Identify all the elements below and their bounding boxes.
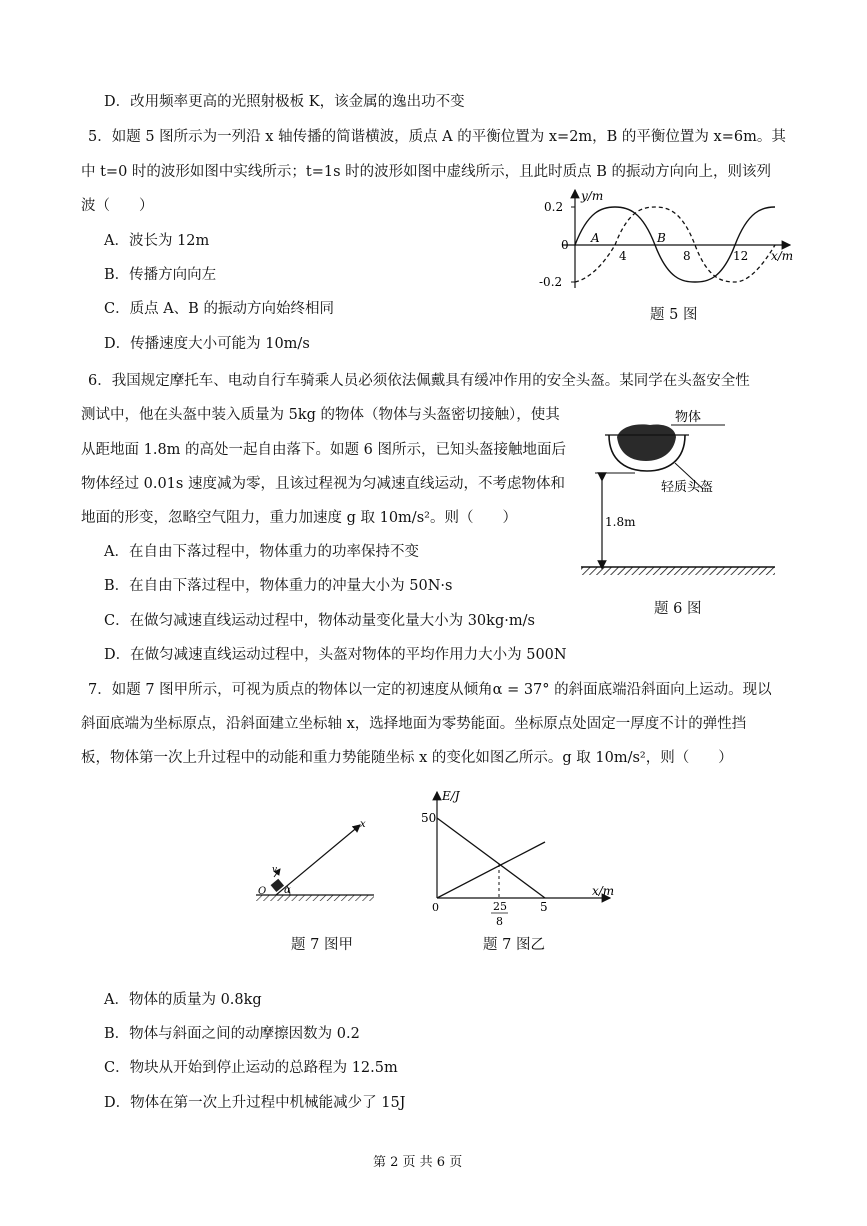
q5-option-b: B．传播方向向左 (104, 267, 217, 283)
origin-label: 0 (432, 901, 439, 914)
x-tick-5: 5 (540, 900, 548, 914)
q6-figure-caption: 题 6 图 (654, 601, 702, 617)
q7-option-b: B．物体与斜面之间的动摩擦因数为 0.2 (104, 1026, 360, 1042)
q5-figure-caption: 题 5 图 (650, 307, 698, 323)
q7-incline-figure (250, 815, 380, 910)
axis-x-label: x (360, 819, 366, 830)
kinetic-energy-line (437, 818, 545, 898)
q7-option-c: C．物块从开始到停止运动的总路程为 12.5m (104, 1060, 398, 1076)
y-tick-50: 50 (421, 811, 437, 825)
q6-option-c: C．在做匀减速直线运动过程中，物体动量变化量大小为 30kg·m/s (104, 613, 535, 629)
object-body (617, 424, 676, 461)
y-axis-label: E/J (442, 789, 460, 803)
ground-hatch (581, 567, 775, 575)
q6-helmet-figure (575, 405, 780, 585)
origin-o-label: O (258, 886, 267, 897)
frac-denominator: 8 (496, 915, 503, 928)
q6-option-d: D．在做匀减速直线运动过程中，头盔对物体的平均作用力大小为 500N (104, 647, 567, 663)
x-tick-4: 4 (619, 249, 627, 263)
point-b-label: B (657, 231, 666, 245)
q6-option-a: A．在自由下落过程中，物体重力的功率保持不变 (104, 544, 419, 560)
velocity-v-label: v (272, 865, 278, 875)
q7-stem-line-1: 7．如题 7 图甲所示，可视为质点的物体以一定的初速度从倾角α = 37° 的斜面底端沿斜面向上运动。现以 (88, 682, 772, 698)
q5-wave-figure (535, 186, 800, 296)
x-tick-8: 8 (683, 249, 691, 263)
q5-stem-line-3: 波（ ） (81, 198, 154, 214)
x-tick-12: 12 (733, 249, 749, 263)
q5-stem-line-2: 中 t=0 时的波形如图中实线所示；t=1s 时的波形如图中虚线所示，且此时质点 B 的振动方向向上，则该列 (81, 164, 772, 180)
frac-numerator: 25 (493, 900, 507, 913)
y-tick-pos: 0.2 (544, 200, 564, 214)
q6-option-b: B．在自由下落过程中，物体重力的冲量大小为 50N·s (104, 578, 453, 594)
q6-stem-line-5: 地面的形变，忽略空气阻力，重力加速度 g 取 10m/s²。则（ ） (81, 510, 517, 526)
y-axis-label: y/m (581, 189, 604, 203)
q7-figure-a-caption: 题 7 图甲 (291, 937, 353, 953)
q7-stem-line-2: 斜面底端为坐标原点，沿斜面建立坐标轴 x，选择地面为零势能面。坐标原点处固定一厚度不计的弹性挡 (81, 716, 747, 732)
q5-stem-line-1: 5．如题 5 图所示为一列沿 x 轴传播的简谐横波，质点 A 的平衡位置为 x=2m，B 的平衡位置为 x=6m。其 (88, 129, 786, 145)
q5-option-d: D．传播速度大小可能为 10m/s (104, 336, 310, 352)
potential-energy-line (437, 842, 545, 898)
q6-stem-line-3: 从距地面 1.8m 的高处一起自由落下。如题 6 图所示，已知头盔接触地面后 (81, 442, 566, 458)
q7-option-a: A．物体的质量为 0.8kg (104, 992, 262, 1008)
angle-alpha-label: α (284, 885, 291, 896)
height-label: 1.8m (605, 515, 636, 529)
point-a-label: A (591, 231, 600, 245)
object-label: 物体 (675, 410, 702, 425)
helmet-label: 轻质头盔 (661, 480, 714, 495)
q5-option-c: C．质点 A、B 的振动方向始终相同 (104, 301, 334, 317)
origin-label: 0 (561, 238, 569, 252)
q7-stem-line-3: 板，物体第一次上升过程中的动能和重力势能随坐标 x 的变化如图乙所示。g 取 10m/s²，则（ ） (81, 750, 733, 766)
y-tick-neg: -0.2 (539, 275, 563, 289)
ground-hatch (256, 895, 374, 901)
q5-option-a: A．波长为 12m (104, 233, 210, 249)
q6-stem-line-4: 物体经过 0.01s 速度减为零，且该过程视为匀减速直线运动，不考虑物体和 (81, 476, 565, 492)
q6-stem-line-2: 测试中，他在头盔中装入质量为 5kg 的物体（物体与头盔密切接触），使其 (81, 407, 560, 423)
q7-energy-graph (418, 788, 618, 928)
q6-stem-line-1: 6．我国规定摩托车、电动自行车骑乘人员必须依法佩戴具有缓冲作用的安全头盔。某同学在头盔安全性 (88, 373, 750, 389)
q4-option-d: D．改用频率更高的光照射极板 K，该金属的逸出功不变 (104, 94, 465, 110)
x-axis-label: x/m (592, 884, 615, 898)
page-footer: 第 2 页 共 6 页 (373, 1155, 463, 1170)
x-axis-label: x/m (771, 249, 794, 263)
q7-option-d: D．物体在第一次上升过程中机械能减少了 15J (104, 1095, 406, 1111)
q7-figure-b-caption: 题 7 图乙 (483, 937, 545, 953)
